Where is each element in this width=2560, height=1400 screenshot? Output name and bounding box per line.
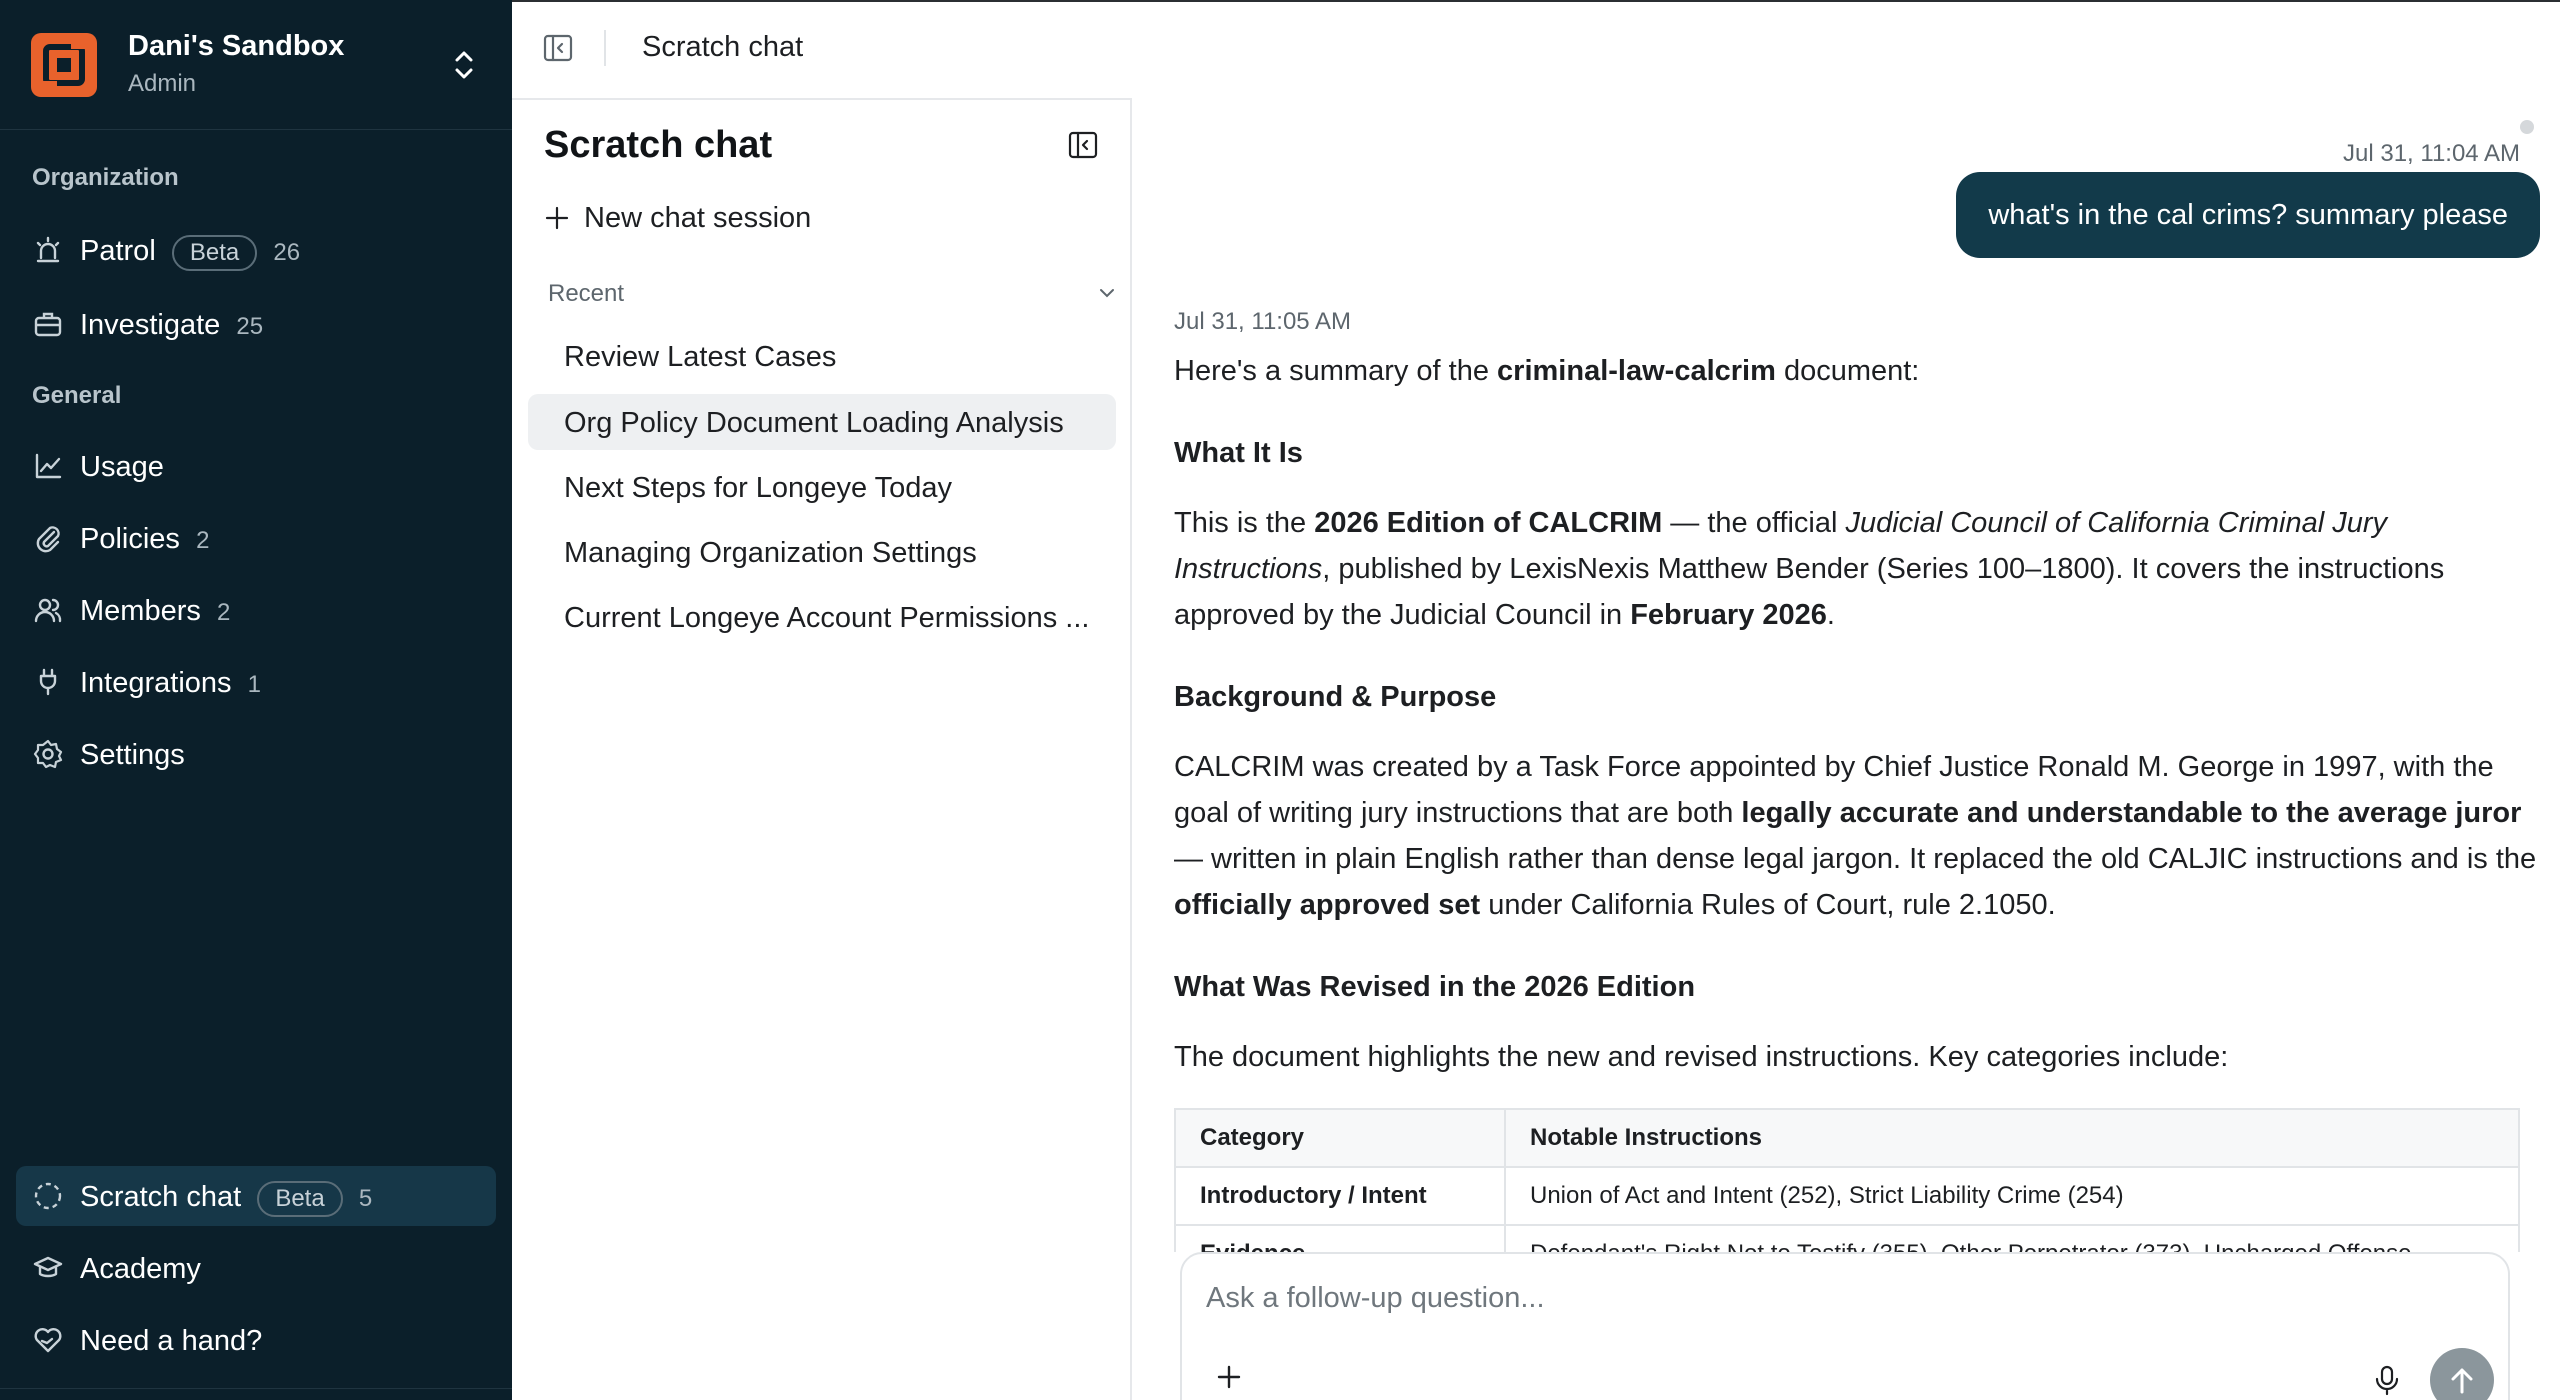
sidebar-item-integrations[interactable]	[16, 652, 496, 712]
gear-icon	[32, 738, 64, 770]
graduation-cap-icon	[32, 1252, 64, 1284]
count-badge: 5	[358, 1185, 373, 1212]
send-button[interactable]	[2430, 1348, 2494, 1400]
divider	[0, 1388, 512, 1389]
chat-history-item[interactable]: Managing Organization Settings	[564, 537, 977, 569]
sidebar-item-usage[interactable]	[16, 436, 496, 496]
scroll-indicator	[2520, 120, 2534, 134]
follow-up-input[interactable]	[1206, 1276, 2406, 1320]
org-logo-icon	[31, 33, 97, 97]
count-badge: 1	[247, 671, 262, 698]
page-title: Scratch chat	[642, 31, 804, 63]
intro-paragraph: Here's a summary of the criminal-law-calcrim document:	[1174, 355, 1920, 387]
sidebar-item-label: Usage	[80, 451, 164, 483]
sidebar-item-label: Scratch chat	[80, 1181, 242, 1213]
plus-icon	[544, 205, 570, 231]
sidebar-item-label: Academy	[80, 1253, 201, 1285]
revised-intro: The document highlights the new and revised instructions. Key categories include:	[1174, 1041, 2229, 1073]
sidebar-toggle-icon[interactable]	[542, 32, 574, 64]
sidebar-item-label: Need a hand?	[80, 1325, 263, 1357]
message-timestamp: Jul 31, 11:05 AM	[1174, 308, 1351, 335]
section-general: General	[32, 382, 122, 409]
topbar	[512, 0, 2560, 96]
sidebar-item-settings[interactable]	[16, 724, 496, 784]
table-cell: Union of Act and Intent (252), Strict Liability Crime (254)	[1505, 1167, 2519, 1225]
column-header: Category	[1175, 1109, 1505, 1167]
count-badge: 25	[236, 313, 264, 340]
chat-history-item[interactable]: Current Longeye Account Permissions ...	[564, 602, 1090, 634]
sidebar-item-scratch-chat[interactable]	[16, 1166, 496, 1226]
table-row	[1175, 1167, 2519, 1225]
sidebar-item-investigate[interactable]	[16, 294, 496, 354]
table-header-row	[1175, 1109, 2519, 1167]
sidebar-item-label: Patrol	[80, 235, 156, 267]
siren-icon	[32, 234, 64, 266]
composer	[1180, 1252, 2510, 1400]
sidebar-item-members[interactable]	[16, 580, 496, 640]
recent-section-label: Recent	[548, 280, 625, 307]
chat-list-panel	[512, 98, 1132, 1400]
beta-badge: Beta	[257, 1181, 342, 1217]
plus-icon[interactable]	[1216, 1364, 1242, 1390]
sidebar-item-label: Members	[80, 595, 201, 627]
chat-history-item[interactable]: Next Steps for Longeye Today	[564, 472, 952, 504]
section-heading: Background & Purpose	[1174, 681, 1497, 713]
chat-history-item[interactable]: Org Policy Document Loading Analysis	[528, 394, 1116, 450]
chart-line-icon	[32, 450, 64, 482]
background-paragraph: CALCRIM was created by a Task Force appointed by Chief Justice Ronald M. George in 1997, with the goal of writing jury instructions that are both legally accurate and understandable to the average juror — written in plain English rather than dense legal jargon. It replaced the old CALJIC instructions and is the officially approved set under California Rules of Court, rule 2.1050.	[1174, 751, 2537, 921]
section-heading: What It Is	[1174, 437, 1303, 469]
user-message: what's in the cal crims? summary please	[1956, 172, 2540, 258]
sidebar-item-help[interactable]	[16, 1310, 496, 1370]
users-icon	[32, 594, 64, 626]
new-chat-label: New chat session	[584, 201, 812, 234]
what-it-is-paragraph: This is the 2026 Edition of CALCRIM — the official Judicial Council of California Criminal Jury Instructions, published by LexisNexis Matthew Bender (Series 100–1800). It covers the instructions approved by the Judicial Council in February 2026.	[1174, 507, 2445, 631]
sidebar-item-policies[interactable]	[16, 508, 496, 568]
conversation[interactable]	[1134, 98, 2560, 1400]
sidebar-item-label: Investigate	[80, 309, 221, 341]
plug-icon	[32, 666, 64, 698]
section-organization: Organization	[32, 164, 179, 191]
sidebar-item-label: Policies	[80, 523, 180, 555]
collapse-panel-icon[interactable]	[1068, 130, 1098, 160]
briefcase-icon	[32, 308, 64, 340]
divider	[604, 30, 606, 66]
panel-title: Scratch chat	[544, 124, 773, 166]
chat-history-item[interactable]: Review Latest Cases	[564, 341, 837, 373]
sidebar-item-label: Integrations	[80, 667, 232, 699]
chevron-up-down-icon[interactable]	[448, 46, 480, 84]
microphone-icon[interactable]	[2372, 1364, 2402, 1396]
org-name: Dani's Sandbox	[128, 30, 345, 62]
new-chat-button[interactable]	[544, 196, 811, 240]
chevron-down-icon[interactable]	[1098, 286, 1116, 300]
paperclip-icon	[32, 522, 64, 554]
sidebar-item-academy[interactable]	[16, 1238, 496, 1298]
org-switcher[interactable]	[0, 0, 512, 130]
sidebar-item-label: Settings	[80, 739, 185, 771]
count-badge: 26	[273, 239, 301, 266]
sidebar	[0, 0, 512, 1400]
column-header: Notable Instructions	[1505, 1109, 2519, 1167]
arrow-up-icon	[2430, 1348, 2494, 1400]
beta-badge: Beta	[172, 235, 257, 271]
section-heading: What Was Revised in the 2026 Edition	[1174, 971, 1696, 1003]
count-badge: 2	[196, 527, 210, 554]
assistant-message	[1174, 348, 2540, 1284]
table-cell: Introductory / Intent	[1175, 1167, 1505, 1225]
org-role: Admin	[128, 70, 197, 97]
dashed-circle-icon	[32, 1180, 64, 1212]
sidebar-item-patrol[interactable]	[16, 220, 496, 280]
message-timestamp: Jul 31, 11:04 AM	[2343, 140, 2520, 167]
count-badge: 2	[216, 599, 231, 626]
heart-hand-icon	[32, 1324, 64, 1356]
